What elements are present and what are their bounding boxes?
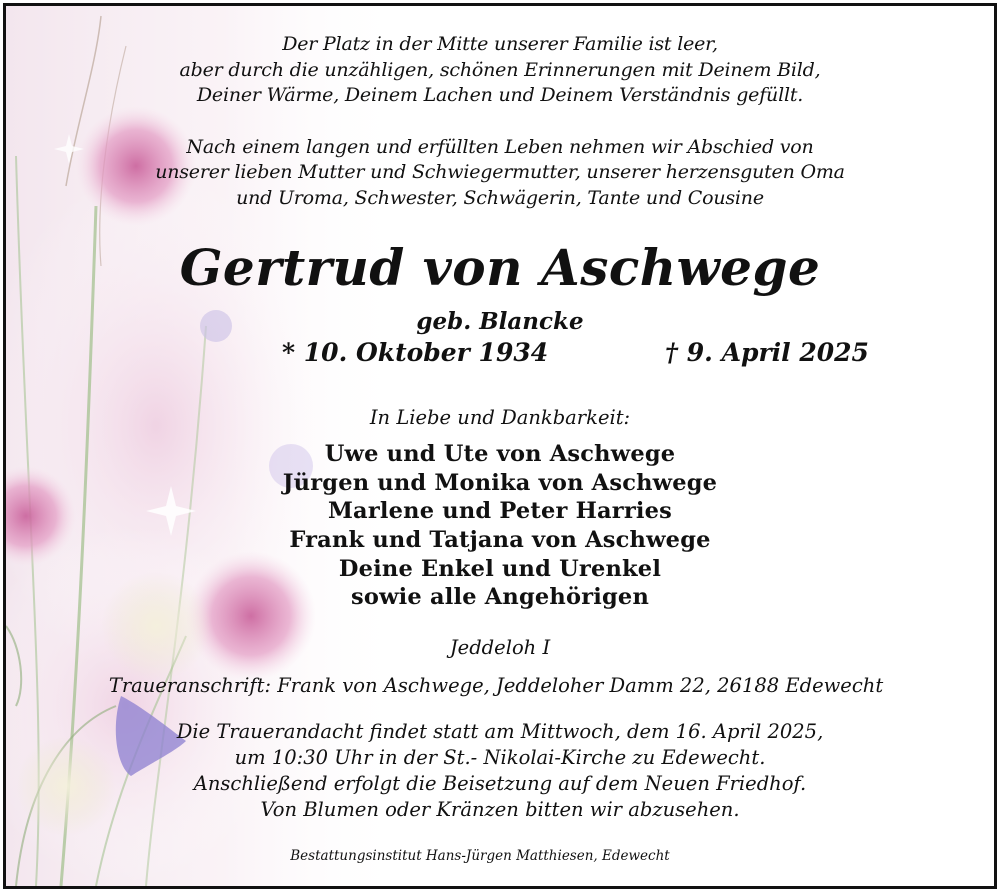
obituary-notice bbox=[3, 3, 997, 889]
service-line: Die Trauerandacht findet statt am Mittwoch, dem 16. April 2025, bbox=[176, 720, 824, 743]
mourning-address: Traueranschrift: Frank von Aschwege, Jeddeloher Damm 22, 26188 Edewecht bbox=[108, 674, 884, 697]
service-line: Von Blumen oder Kränzen bitten wir abzusehen. bbox=[260, 798, 740, 821]
birth-date: * 10. Oktober 1934 bbox=[282, 338, 549, 367]
intro-line: aber durch die unzähligen, schönen Erinnerungen mit Deinem Bild, bbox=[179, 59, 821, 81]
birth-name: geb. Blancke bbox=[416, 308, 584, 335]
farewell-line: Nach einem langen und erfüllten Leben nehmen wir Abschied von bbox=[186, 136, 814, 158]
death-date: † 9. April 2025 bbox=[665, 338, 869, 367]
mourner-line: Marlene und Peter Harries bbox=[327, 498, 673, 524]
place: Jeddeloh I bbox=[449, 636, 551, 659]
deceased-name: Gertrud von Aschwege bbox=[179, 238, 821, 297]
life-dates bbox=[6, 338, 994, 370]
mourner-line: Frank und Tatjana von Aschwege bbox=[289, 527, 711, 553]
intro-line: Deiner Wärme, Deinem Lachen und Deinem Verständnis gefüllt. bbox=[196, 84, 804, 106]
mourners-heading: In Liebe und Dankbarkeit: bbox=[369, 406, 631, 429]
mourner-line: Uwe und Ute von Aschwege bbox=[324, 441, 676, 467]
intro-line: Der Platz in der Mitte unserer Familie ist leer, bbox=[282, 33, 718, 55]
service-line: um 10:30 Uhr in der St.- Nikolai-Kirche zu Edewecht. bbox=[234, 746, 766, 769]
funeral-home: Bestattungsinstitut Hans-Jürgen Matthiesen, Edewecht bbox=[290, 848, 670, 864]
notice-text bbox=[6, 6, 994, 886]
service-line: Anschließend erfolgt die Beisetzung auf dem Neuen Friedhof. bbox=[193, 772, 807, 795]
farewell-line: unserer lieben Mutter und Schwiegermutter, unserer herzensguten Oma bbox=[155, 161, 845, 183]
mourner-line: Jürgen und Monika von Aschwege bbox=[282, 470, 718, 496]
farewell-line: und Uroma, Schwester, Schwägerin, Tante und Cousine bbox=[236, 187, 764, 209]
mourner-line: sowie alle Angehörigen bbox=[351, 584, 649, 610]
mourner-line: Deine Enkel und Urenkel bbox=[338, 556, 662, 582]
